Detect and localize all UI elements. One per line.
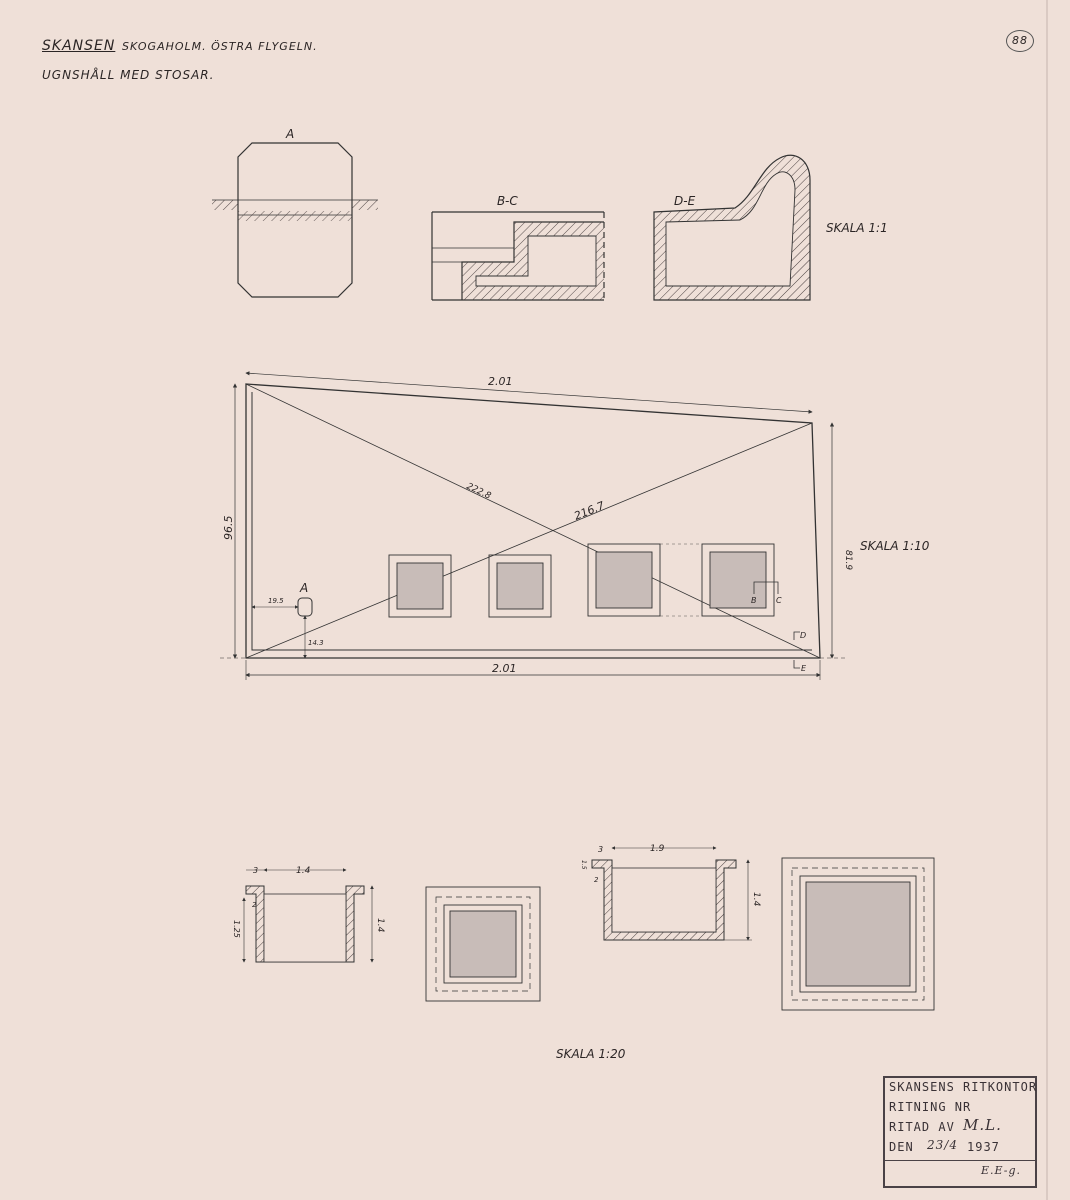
stamp-drawn-by-label: RITAD AV (889, 1120, 955, 1134)
plan-section-d: D (800, 631, 807, 640)
stamp-drawing-number: RITNING NR (889, 1100, 972, 1114)
plan-right-dimension: 81.9 (843, 550, 853, 571)
small-stos-section (244, 870, 372, 962)
plan-view (220, 373, 848, 680)
plan-section-e: E (801, 664, 807, 673)
plan-opening-4 (702, 544, 774, 616)
plan-left-dimension: 96.5 (222, 515, 235, 540)
detail-bc-label: B-C (497, 194, 518, 208)
plan-section-c: C (776, 596, 782, 605)
plan-diagonal-2: 216.7 (572, 498, 607, 523)
small-stos-height: 1.4 (375, 918, 385, 933)
detail-de (654, 155, 810, 300)
small-stos-flange-height: 2 (252, 901, 257, 909)
large-stos-flange-height-1: 1.5 (580, 860, 587, 870)
title-location: SKOGAHOLM. ÖSTRA FLYGELN. (122, 40, 318, 53)
detail-de-label: D-E (674, 194, 696, 208)
plan-scale: SKALA 1:10 (860, 539, 930, 553)
large-stos-height: 1.4 (751, 892, 761, 907)
stamp-drawn-by-signature: M.L. (963, 1116, 1002, 1134)
plan-opening-1 (389, 555, 451, 617)
stamp-initials: E.E-g. (981, 1164, 1022, 1177)
small-stos-flange: 3 (253, 866, 259, 875)
large-stos-flange-height-2: 2 (594, 876, 599, 884)
plan-diagonal-1: 222.8 (464, 481, 493, 502)
stamp-date: 23/4 (927, 1138, 958, 1152)
title-block-stamp (883, 1076, 1037, 1188)
stamp-year: 1937 (967, 1140, 1000, 1154)
stamp-date-label: DEN (889, 1140, 914, 1154)
small-stos-depth: 1.25 (232, 920, 241, 938)
subtitle: UGNSHÅLL MED STOSAR. (42, 68, 215, 82)
plan-opening-2 (489, 555, 551, 617)
large-stos-width: 1.9 (650, 844, 665, 854)
small-stos-width: 1.4 (296, 866, 311, 876)
detail-bc (432, 212, 604, 300)
sheet-number: 88 (1006, 30, 1034, 52)
stamp-divider (885, 1160, 1035, 1161)
detail-scale: SKALA 1:1 (826, 221, 888, 235)
plan-top-dimension: 2.01 (488, 375, 513, 388)
title-place: SKANSEN (42, 38, 116, 54)
small-stos-plan (426, 887, 540, 1001)
detail-a (212, 143, 378, 297)
large-stos-section (592, 848, 752, 940)
plan-hole-x: 19.5 (268, 597, 284, 605)
plan-bottom-dimension: 2.01 (492, 662, 517, 675)
large-stos-plan (782, 858, 934, 1010)
large-stos-flange: 3 (598, 845, 604, 854)
plan-hole-y: 14.3 (308, 639, 324, 647)
detail-a-label: A (286, 127, 295, 141)
bottom-scale: SKALA 1:20 (556, 1047, 626, 1061)
stamp-office: SKANSENS RITKONTOR (889, 1080, 1038, 1094)
plan-section-b: B (751, 596, 757, 605)
plan-opening-3 (588, 544, 660, 616)
plan-hole-label: A (300, 581, 309, 595)
